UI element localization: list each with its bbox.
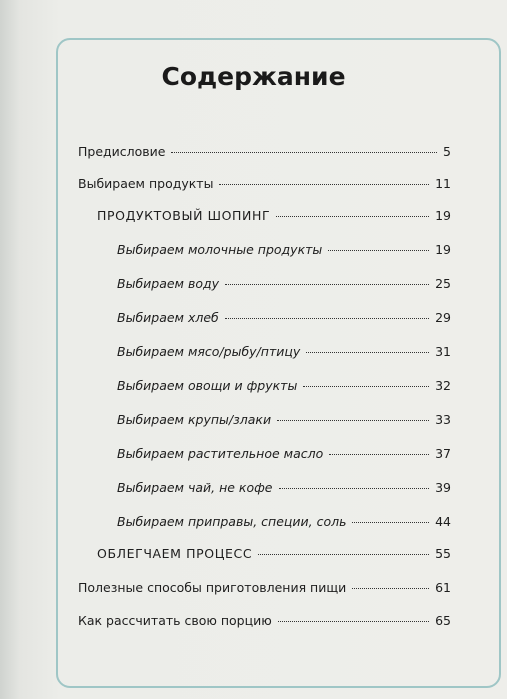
toc-subentry-label: Выбираем молочные продукты xyxy=(117,242,323,257)
toc-subentry[interactable] xyxy=(117,446,451,462)
toc-subentry[interactable] xyxy=(117,378,451,394)
toc-subentry-label: Выбираем чай, не кофе xyxy=(117,480,273,495)
toc-section-page: 19 xyxy=(435,208,451,223)
toc-subentry-label: Выбираем воду xyxy=(117,276,220,291)
toc-entry-page: 61 xyxy=(435,580,451,595)
dot-leader xyxy=(277,420,429,421)
toc-section-page: 55 xyxy=(435,546,451,561)
toc-section-label: ОБЛЕГЧАЕМ ПРОЦЕСС xyxy=(97,546,253,561)
toc-subentry[interactable] xyxy=(117,514,451,530)
dot-leader xyxy=(219,184,429,185)
dot-leader xyxy=(329,454,429,455)
page-title: Содержание xyxy=(161,62,346,91)
dot-leader xyxy=(279,488,430,489)
toc-subentry-page: 31 xyxy=(435,344,451,359)
toc-subentry-page: 25 xyxy=(435,276,451,291)
toc-subentry[interactable] xyxy=(117,480,451,496)
toc-entry-page: 65 xyxy=(435,613,451,628)
toc-entry-page: 5 xyxy=(443,144,451,159)
dot-leader xyxy=(352,522,429,523)
toc-subentry-label: Выбираем мясо/рыбу/птицу xyxy=(117,344,301,359)
toc-subentry[interactable] xyxy=(117,276,451,292)
toc-subentry-page: 32 xyxy=(435,378,451,393)
toc-subentry-label: Выбираем приправы, специи, соль xyxy=(117,514,347,529)
dot-leader xyxy=(352,588,429,589)
toc-subentry-page: 39 xyxy=(435,480,451,495)
dot-leader xyxy=(225,284,429,285)
dot-leader xyxy=(328,250,429,251)
toc-section[interactable] xyxy=(97,546,451,562)
toc-subentry-label: Выбираем хлеб xyxy=(117,310,219,325)
toc-subentry[interactable] xyxy=(117,344,451,360)
toc-entry-page: 11 xyxy=(435,176,451,191)
toc-entry-label: Выбираем продукты xyxy=(78,176,214,191)
toc-entry[interactable] xyxy=(78,144,451,160)
toc-subentry-page: 33 xyxy=(435,412,451,427)
dot-leader xyxy=(276,216,429,217)
toc-entry-label: Предисловие xyxy=(78,144,166,159)
toc-subentry-page: 29 xyxy=(435,310,451,325)
toc-entry[interactable] xyxy=(78,176,451,192)
toc-section[interactable] xyxy=(97,208,451,224)
toc-subentry-label: Выбираем овощи и фрукты xyxy=(117,378,298,393)
dot-leader xyxy=(306,352,429,353)
toc-subentry-label: Выбираем растительное масло xyxy=(117,446,324,461)
dot-leader xyxy=(258,554,429,555)
toc-subentry[interactable] xyxy=(117,242,451,258)
toc-entry-label: Как рассчитать свою порцию xyxy=(78,613,272,628)
toc-entry[interactable] xyxy=(78,580,451,596)
toc-subentry-page: 44 xyxy=(435,514,451,529)
toc-subentry[interactable] xyxy=(117,310,451,326)
toc-subentry-page: 37 xyxy=(435,446,451,461)
toc-subentry-label: Выбираем крупы/злаки xyxy=(117,412,272,427)
toc-subentry-page: 19 xyxy=(435,242,451,257)
toc-entry[interactable] xyxy=(78,613,451,629)
toc-section-label: ПРОДУКТОВЫЙ ШОПИНГ xyxy=(97,208,271,223)
dot-leader xyxy=(303,386,429,387)
toc-entry-label: Полезные способы приготовления пищи xyxy=(78,580,347,595)
dot-leader xyxy=(225,318,429,319)
dot-leader xyxy=(278,621,429,622)
dot-leader xyxy=(171,152,437,153)
toc-subentry[interactable] xyxy=(117,412,451,428)
